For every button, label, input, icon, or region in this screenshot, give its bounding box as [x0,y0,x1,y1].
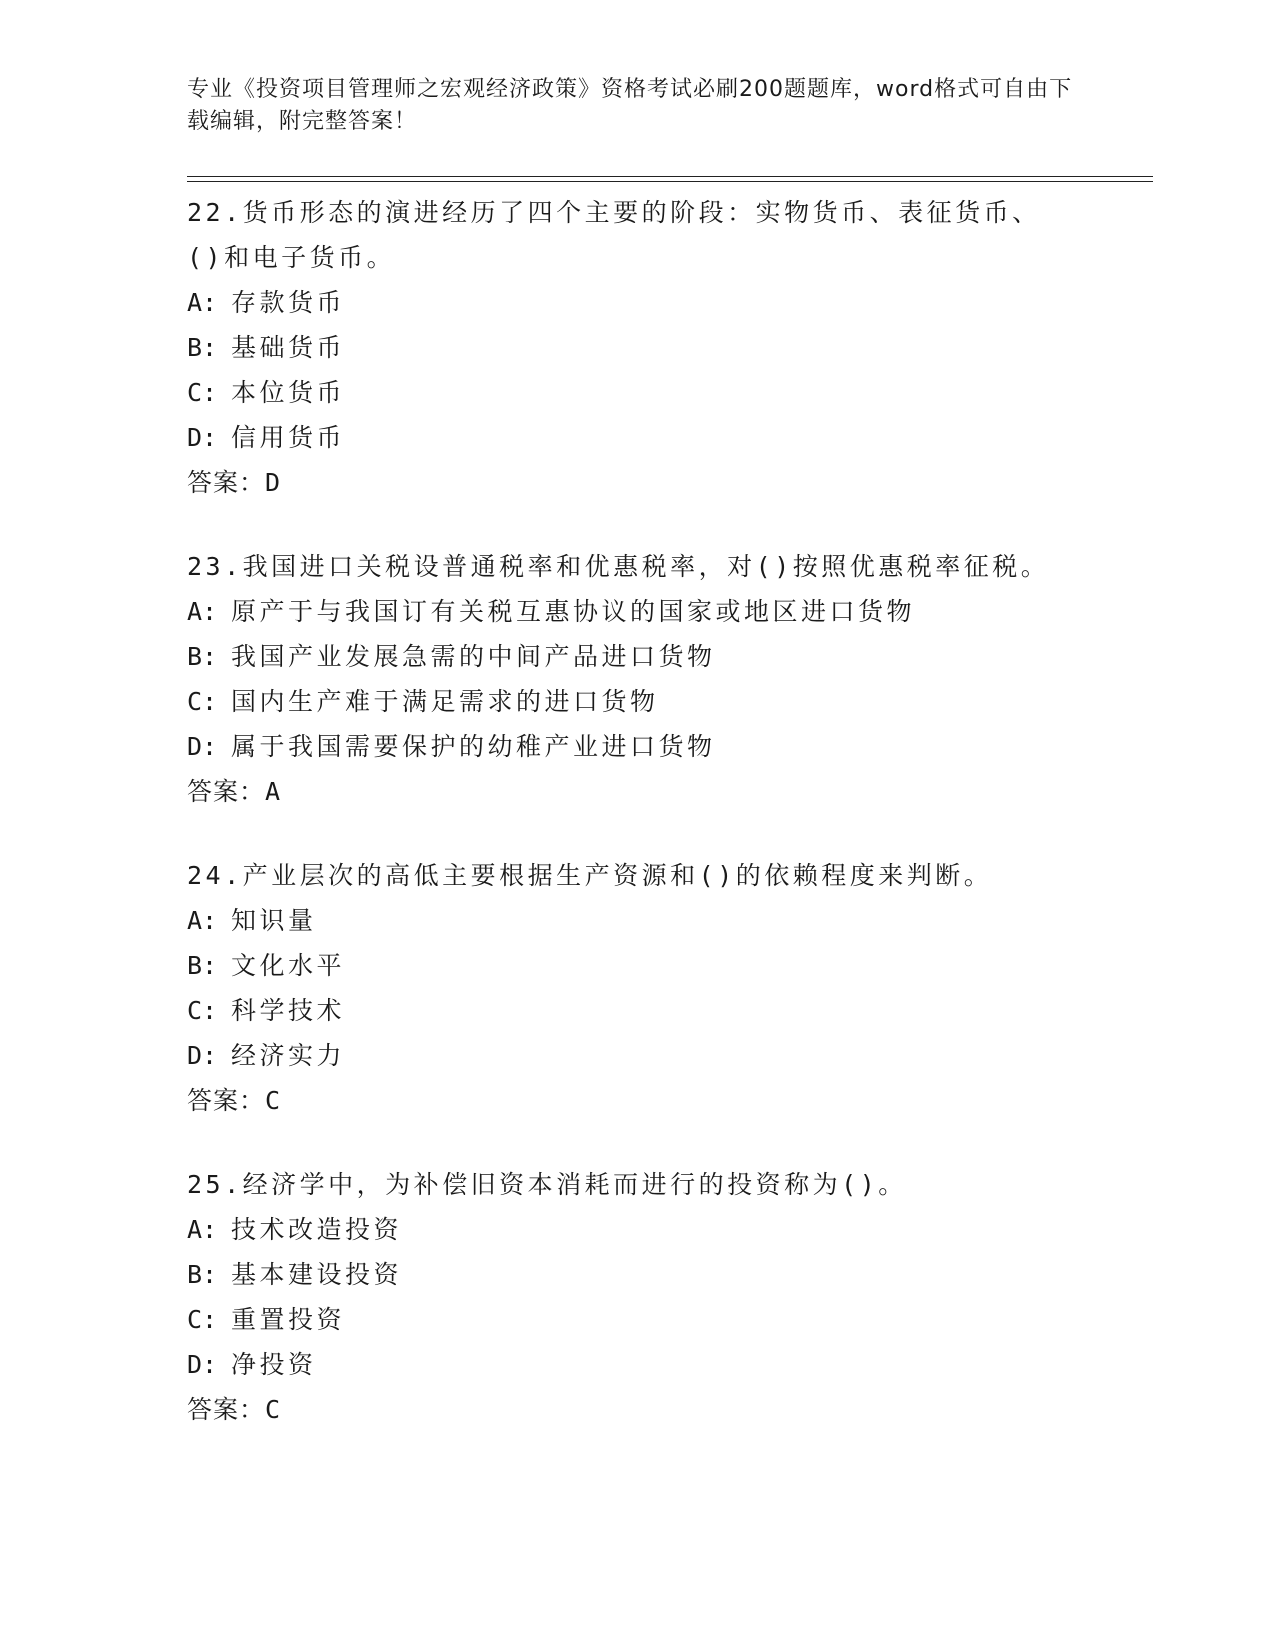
option-letter: B: [187,642,218,671]
option-text: 基本建设投资 [231,1260,403,1289]
option-b [187,325,1087,370]
option-c [187,1297,1087,1342]
option-letter: D: [187,423,218,452]
option-letter: A: [187,288,218,317]
option-letter: A: [187,906,218,935]
option-text: 本位货币 [231,378,346,407]
option-letter: B: [187,333,218,362]
option-a [187,280,1087,325]
option-c [187,679,1087,724]
answer-value: C [265,1395,282,1424]
question-stem: 22.货币形态的演进经历了四个主要的阶段：实物货币、表征货币、()和电子货币。 [187,198,1041,272]
answer-value: D [265,468,282,497]
option-d [187,1033,1087,1078]
option-c [187,370,1087,415]
option-d [187,724,1087,769]
document-header [187,74,1087,138]
option-text: 国内生产难于满足需求的进口货物 [231,687,659,716]
option-text: 信用货币 [231,423,346,452]
question-23 [187,544,1087,815]
option-a [187,1207,1087,1252]
option-d [187,415,1087,460]
option-text: 科学技术 [231,996,346,1025]
question-stem: 24.产业层次的高低主要根据生产资源和()的依赖程度来判断。 [187,861,993,890]
question-list [187,190,1087,1471]
option-text: 知识量 [231,906,317,935]
option-letter: B: [187,1260,218,1289]
answer-value: C [265,1086,282,1115]
option-b [187,634,1087,679]
question-stem: 25.经济学中，为补偿旧资本消耗而进行的投资称为()。 [187,1170,907,1199]
answer-label: 答案： [187,468,266,497]
answer-line [187,769,1087,815]
answer-label: 答案： [187,1395,266,1424]
option-letter: C: [187,1305,218,1334]
option-letter: A: [187,1215,218,1244]
option-text: 经济实力 [231,1041,346,1070]
answer-value: A [265,777,282,806]
option-letter: C: [187,687,218,716]
header-double-rule [187,176,1153,182]
question-stem: 23.我国进口关税设普通税率和优惠税率，对()按照优惠税率征税。 [187,552,1050,581]
option-letter: D: [187,1041,218,1070]
option-text: 重置投资 [231,1305,346,1334]
option-text: 技术改造投资 [231,1215,403,1244]
option-letter: A: [187,597,218,626]
option-letter: C: [187,378,218,407]
question-22 [187,190,1087,506]
option-text: 我国产业发展急需的中间产品进口货物 [231,642,716,671]
answer-line [187,1387,1087,1433]
option-letter: D: [187,1350,218,1379]
option-b [187,1252,1087,1297]
option-text: 存款货币 [231,288,346,317]
answer-line [187,1078,1087,1124]
option-text: 净投资 [231,1350,317,1379]
answer-line [187,460,1087,506]
option-text: 原产于与我国订有关税互惠协议的国家或地区进口货物 [231,597,916,626]
question-24 [187,853,1087,1124]
option-b [187,943,1087,988]
option-text: 文化水平 [231,951,346,980]
option-text: 基础货币 [231,333,346,362]
answer-label: 答案： [187,777,266,806]
option-a [187,898,1087,943]
option-c [187,988,1087,1033]
option-d [187,1342,1087,1387]
header-title: 专业《投资项目管理师之宏观经济政策》资格考试必刷200题题库，word格式可自由下载编辑，附完整答案！ [187,77,1073,134]
option-a [187,589,1087,634]
question-25 [187,1162,1087,1433]
option-letter: D: [187,732,218,761]
option-text: 属于我国需要保护的幼稚产业进口货物 [231,732,716,761]
option-letter: B: [187,951,218,980]
answer-label: 答案： [187,1086,266,1115]
option-letter: C: [187,996,218,1025]
